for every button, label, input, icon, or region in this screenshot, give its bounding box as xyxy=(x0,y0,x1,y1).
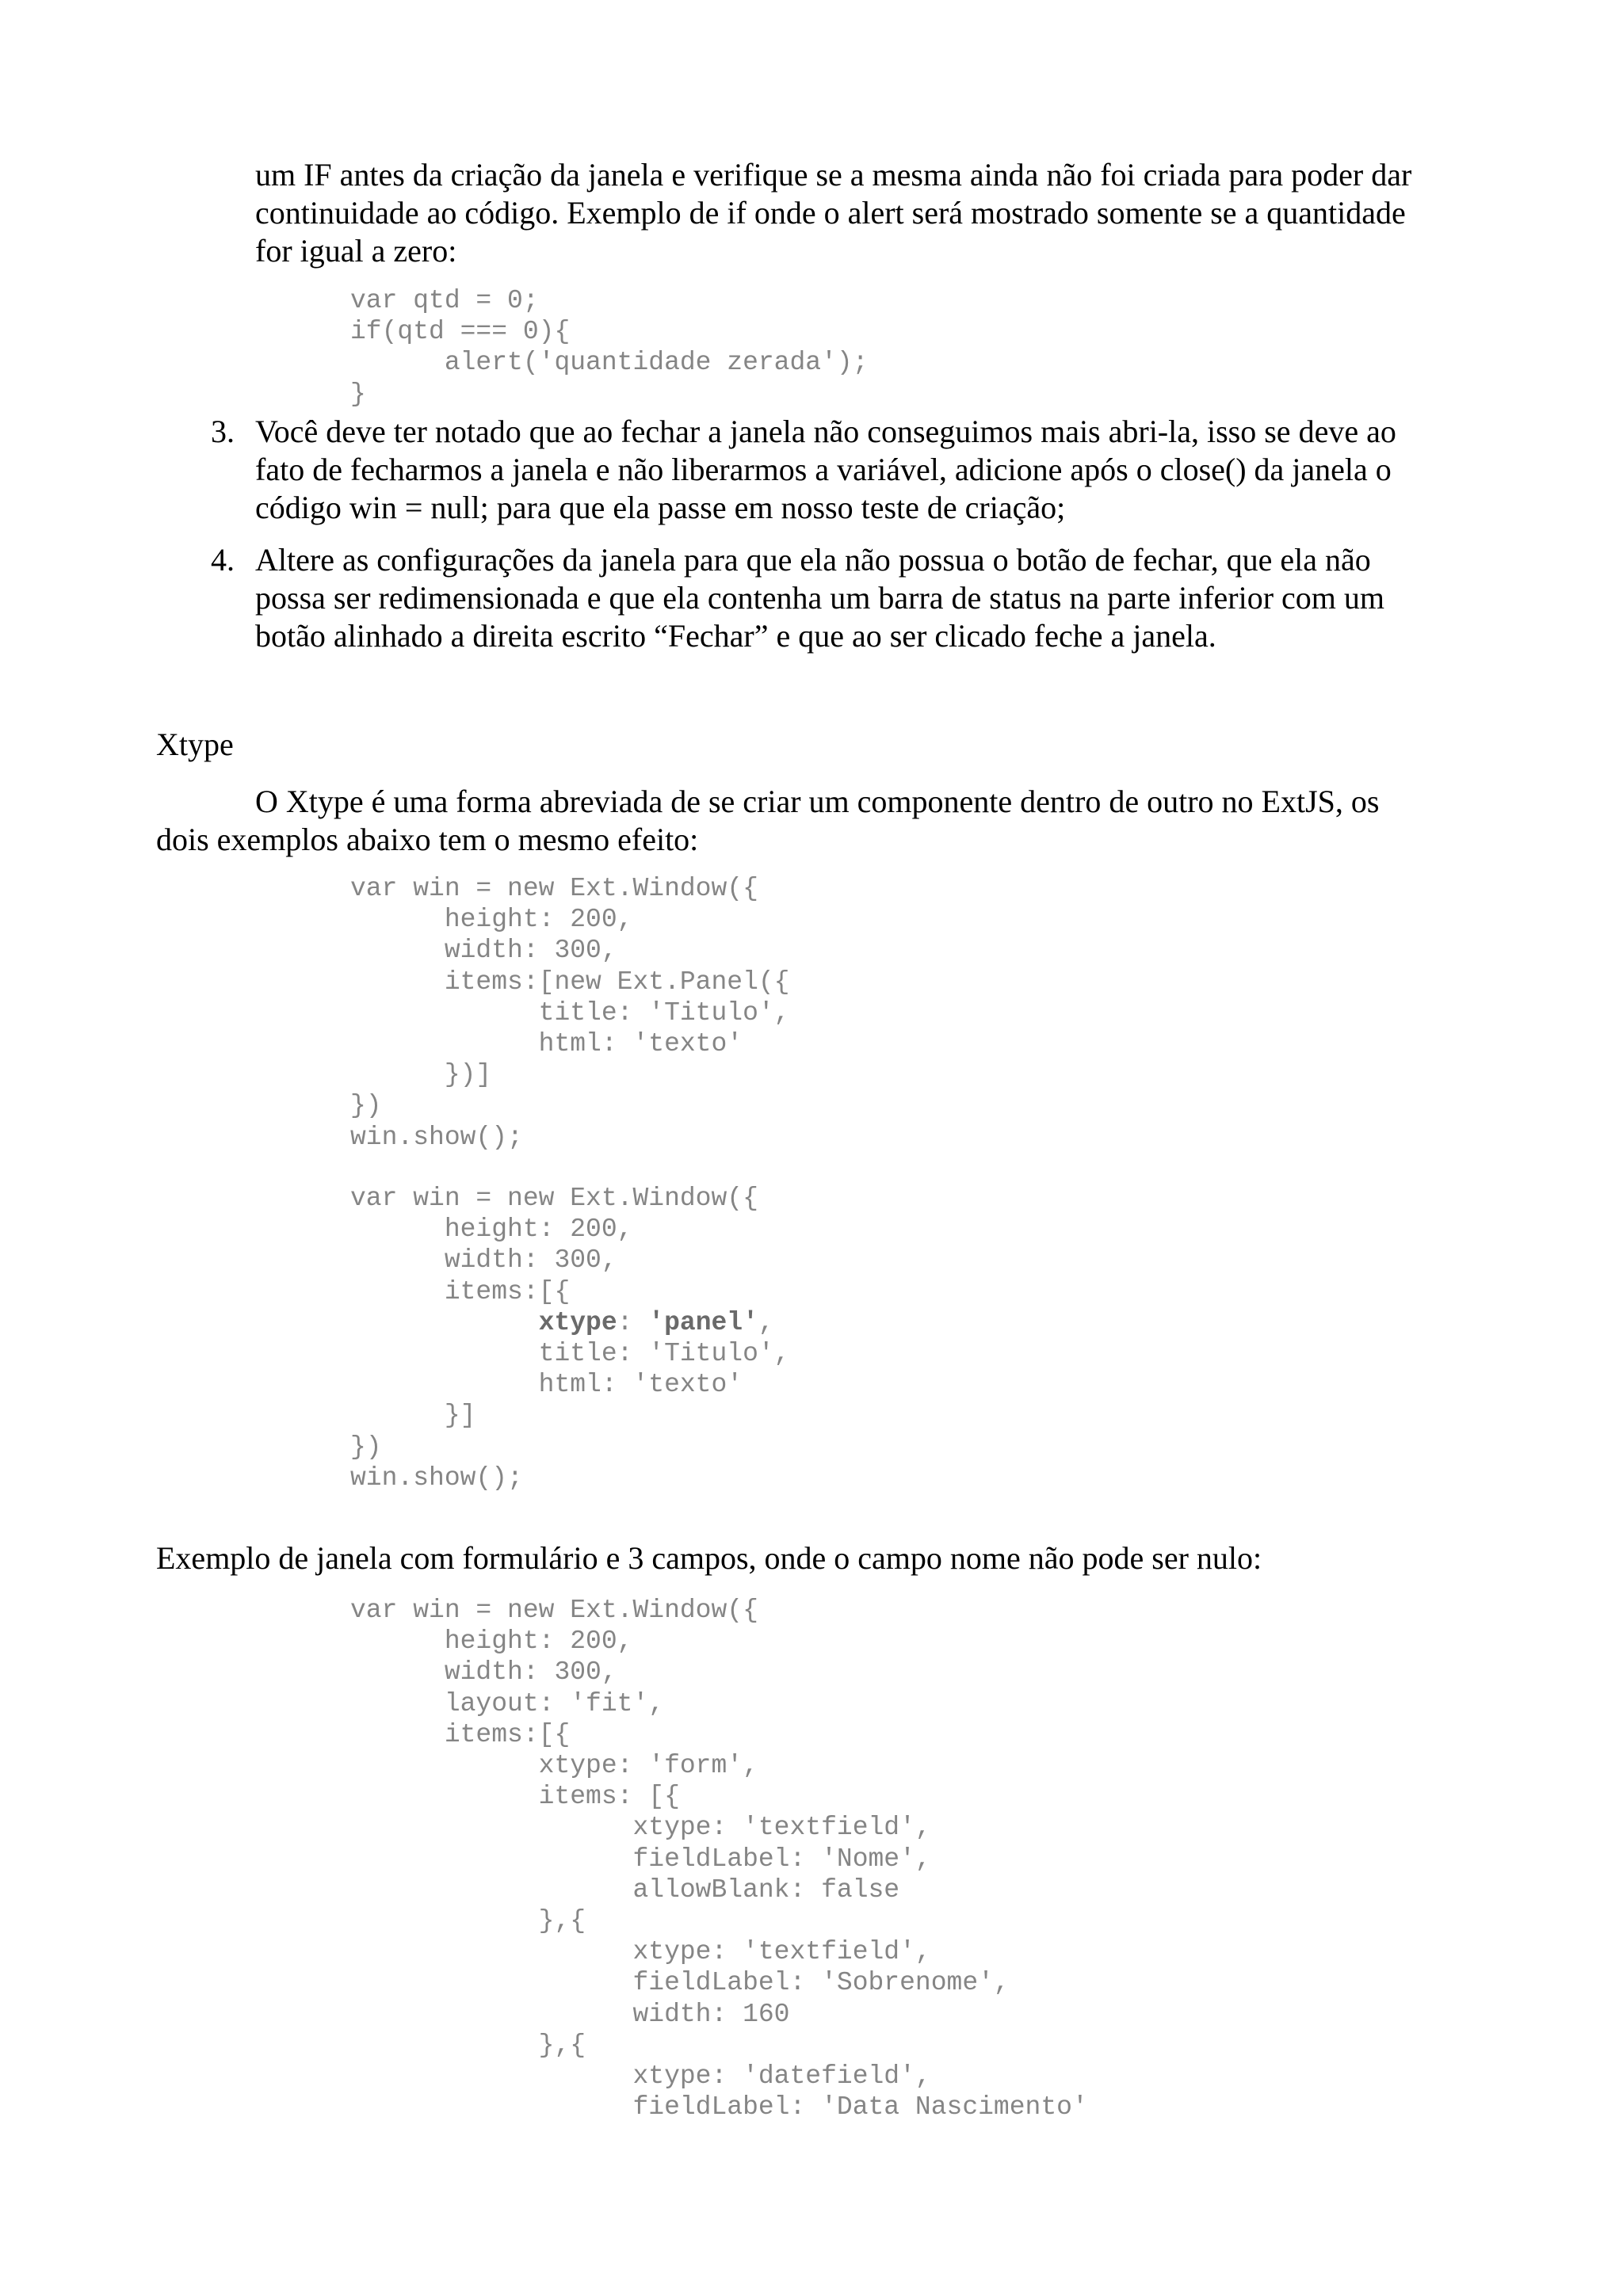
code-tail: , xyxy=(758,1307,774,1337)
code-line: }) xyxy=(350,1091,382,1121)
code-line: fieldLabel: 'Data Nascimento' xyxy=(350,2092,1088,2122)
text-line: botão alinhado a direita escrito “Fechar” e que ao ser clicado feche a janela. xyxy=(255,618,1216,654)
code-line: width: 300, xyxy=(350,1245,617,1276)
code-line: } xyxy=(350,379,366,409)
code-line: var win = new Ext.Window({ xyxy=(350,874,758,903)
code-line: xtype: 'textfield', xyxy=(350,1937,931,1967)
list-item-number: 3. xyxy=(211,414,235,449)
code-line: html: 'texto' xyxy=(350,1370,743,1400)
code-line: items: [{ xyxy=(350,1782,680,1812)
code-line: html: 'texto' xyxy=(350,1029,743,1059)
code-line: var qtd = 0; xyxy=(350,286,539,315)
code-keyword-xtype: xtype xyxy=(538,1307,617,1337)
code-block-example-2 xyxy=(350,1183,790,1493)
code-block-if xyxy=(350,285,869,410)
intro-paragraph xyxy=(255,156,1491,270)
text-line: Você deve ter notado que ao fechar a janela não conseguimos mais abri-la, isso se deve ao xyxy=(255,414,1396,449)
code-line: fieldLabel: 'Nome', xyxy=(350,1844,931,1874)
code-line: if(qtd === 0){ xyxy=(350,317,571,347)
text-line: Altere as configurações da janela para que ela não possua o botão de fechar, que ela não xyxy=(255,542,1371,578)
code-separator: : xyxy=(617,1307,649,1337)
code-line: var win = new Ext.Window({ xyxy=(350,1184,758,1213)
section-heading-form: Exemplo de janela com formulário e 3 campos, onde o campo nome não pode ser nulo: xyxy=(156,1540,1262,1576)
code-line: width: 160 xyxy=(350,1999,790,2029)
code-line: }) xyxy=(350,1432,382,1462)
code-line: title: 'Titulo', xyxy=(350,997,790,1028)
text-line: O Xtype é uma forma abreviada de se criar um componente dentro de outro no ExtJS, os xyxy=(255,784,1380,819)
text-line: fato de fecharmos a janela e não liberarmos a variável, adicione após o close() da janela o xyxy=(255,452,1392,487)
code-line: })] xyxy=(350,1060,492,1090)
code-line: height: 200, xyxy=(350,905,633,935)
code-line: title: 'Titulo', xyxy=(350,1339,790,1369)
code-line: width: 300, xyxy=(350,936,617,966)
list-item-text xyxy=(255,541,1491,655)
section-heading-xtype: Xtype xyxy=(156,727,234,762)
text-line: código win = null; para que ela passe em nosso teste de criação; xyxy=(255,490,1066,525)
code-line: },{ xyxy=(350,2030,586,2060)
code-line: items:[{ xyxy=(350,1276,571,1306)
code-line: items:[{ xyxy=(350,1719,571,1749)
code-line: width: 300, xyxy=(350,1657,617,1688)
code-line: allowBlank: false xyxy=(350,1875,900,1905)
text-line: um IF antes da criação da janela e verifique se a mesma ainda não foi criada para poder dar xyxy=(255,157,1412,193)
xtype-paragraph xyxy=(156,783,1503,859)
code-line: }] xyxy=(350,1401,476,1431)
code-line: layout: 'fit', xyxy=(350,1688,665,1718)
code-line: },{ xyxy=(350,1906,586,1936)
code-line: xtype: 'form', xyxy=(350,1751,758,1781)
code-line: items:[new Ext.Panel({ xyxy=(350,967,790,997)
code-value-panel: 'panel' xyxy=(648,1307,758,1337)
text-line: for igual a zero: xyxy=(255,233,457,269)
code-line: var win = new Ext.Window({ xyxy=(350,1596,758,1625)
code-line: alert('quantidade zerada'); xyxy=(350,348,869,378)
code-line: height: 200, xyxy=(350,1215,633,1245)
code-line: xtype: 'textfield', xyxy=(350,1813,931,1843)
code-line: win.show(); xyxy=(350,1463,523,1493)
list-item-text xyxy=(255,413,1491,527)
code-line: fieldLabel: 'Sobrenome', xyxy=(350,1968,1010,1998)
list-item-number: 4. xyxy=(211,542,235,578)
code-block-form xyxy=(350,1595,1088,2122)
code-line: xtype: 'datefield', xyxy=(350,2061,931,2092)
code-line: height: 200, xyxy=(350,1627,633,1657)
text-line: possa ser redimensionada e que ela contenha um barra de status na parte inferior com um xyxy=(255,580,1385,616)
text-line: dois exemplos abaixo tem o mesmo efeito: xyxy=(156,822,699,857)
code-line-xtype xyxy=(350,1307,790,1338)
code-block-example-1 xyxy=(350,873,790,1153)
code-line: win.show(); xyxy=(350,1122,523,1152)
code-indent xyxy=(350,1308,539,1337)
text-line: continuidade ao código. Exemplo de if onde o alert será mostrado somente se a quantidade xyxy=(255,195,1406,231)
